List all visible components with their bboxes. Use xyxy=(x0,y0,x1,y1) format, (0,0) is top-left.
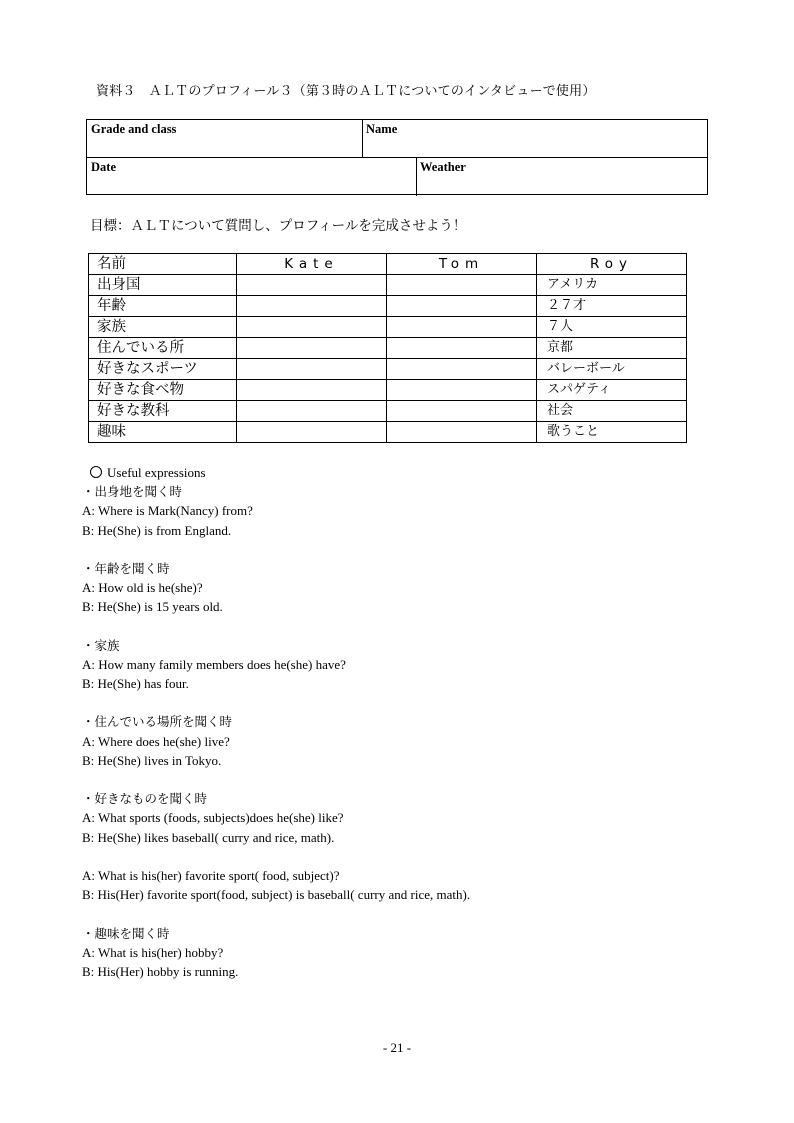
section-label: ・住んでいる場所を聞く時 xyxy=(82,714,233,730)
dialogue-line: A: Where is Mark(Nancy) from? xyxy=(82,503,253,519)
tom-cell[interactable] xyxy=(387,296,537,317)
row-label: 年齢 xyxy=(89,296,237,317)
row-label: 好きな教科 xyxy=(89,401,237,422)
name-label: Name xyxy=(366,122,398,136)
dialogue-line: B: He(She) lives in Tokyo. xyxy=(82,752,222,768)
tom-cell[interactable] xyxy=(387,338,537,359)
kate-cell[interactable] xyxy=(237,296,387,317)
tom-cell[interactable] xyxy=(387,359,537,380)
roy-cell: ７人 xyxy=(537,317,687,338)
roy-cell: 社会 xyxy=(537,401,687,422)
kate-cell[interactable] xyxy=(237,401,387,422)
tom-cell[interactable] xyxy=(387,422,537,443)
profile-row xyxy=(89,317,687,338)
profile-header-row xyxy=(89,254,687,275)
dialogue-line: A: Where does he(she) live? xyxy=(82,733,230,749)
kate-cell[interactable] xyxy=(237,422,387,443)
goal-text: 目標：ＡＬＴについて質問し、プロフィールを完成させよう！ xyxy=(90,218,467,234)
dialogue-line: A: What is his(her) favorite sport( food, subject)? xyxy=(82,867,340,883)
date-label: Date xyxy=(91,160,116,174)
profile-row xyxy=(89,380,687,401)
roy-cell: バレーボール xyxy=(537,359,687,380)
dialogue-line: B: He(She) is 15 years old. xyxy=(82,599,223,615)
dialogue-line: A: How old is he(she)? xyxy=(82,580,203,596)
page-number: - 21 - xyxy=(382,1040,412,1055)
kate-cell[interactable] xyxy=(237,380,387,401)
dialogue-line: B: His(Her) hobby is running. xyxy=(82,963,239,979)
section-label: ・出身地を聞く時 xyxy=(82,484,183,500)
tom-cell[interactable] xyxy=(387,401,537,422)
header-name-label: 名前 xyxy=(89,254,237,275)
section-label: ・好きなものを聞く時 xyxy=(82,791,208,807)
profile-row xyxy=(89,296,687,317)
section-label: ・趣味を聞く時 xyxy=(82,925,170,941)
header-kate: Kate xyxy=(237,254,387,275)
info-row-grade-name xyxy=(87,120,707,158)
profile-row xyxy=(89,338,687,359)
tom-cell[interactable] xyxy=(387,380,537,401)
student-info-table xyxy=(86,119,708,195)
dialogue-line: B: He(She) is from England. xyxy=(82,522,232,538)
useful-expressions-heading: Useful expressions xyxy=(82,463,722,482)
weather-label: Weather xyxy=(420,160,466,174)
section-label: ・年齢を聞く時 xyxy=(82,560,170,576)
kate-cell[interactable] xyxy=(237,275,387,296)
dialogue-line: B: He(She) likes baseball( curry and rice, math). xyxy=(82,829,335,845)
useful-expressions xyxy=(82,463,722,981)
header-roy: Roy xyxy=(537,254,687,275)
profile-row xyxy=(89,275,687,296)
row-label: 好きなスポーツ xyxy=(89,359,237,380)
header-tom: Tom xyxy=(387,254,537,275)
kate-cell[interactable] xyxy=(237,317,387,338)
grade-and-class-label: Grade and class xyxy=(91,122,177,136)
info-row-date-weather xyxy=(87,158,707,196)
row-label: 好きな食べ物 xyxy=(89,380,237,401)
profile-row xyxy=(89,359,687,380)
tom-cell[interactable] xyxy=(387,317,537,338)
roy-cell: 歌うこと xyxy=(537,422,687,443)
profile-row xyxy=(89,422,687,443)
row-label: 趣味 xyxy=(89,422,237,443)
row-label: 家族 xyxy=(89,317,237,338)
circle-bullet-icon xyxy=(90,466,102,478)
kate-cell[interactable] xyxy=(237,359,387,380)
roy-cell: 京都 xyxy=(537,338,687,359)
profile-row xyxy=(89,401,687,422)
alt-profile-table xyxy=(88,253,687,443)
dialogue-line: A: What is his(her) hobby? xyxy=(82,944,224,960)
kate-cell[interactable] xyxy=(237,338,387,359)
row-label: 出身国 xyxy=(89,275,237,296)
dialogue-line: B: He(She) has four. xyxy=(82,676,189,692)
row-label: 住んでいる所 xyxy=(89,338,237,359)
dialogue-line: A: What sports (foods, subjects)does he(she) like? xyxy=(82,810,344,826)
roy-cell: アメリカ xyxy=(537,275,687,296)
roy-cell: ２７才 xyxy=(537,296,687,317)
dialogue-line: B: His(Her) favorite sport(food, subject) is baseball( curry and rice, math). xyxy=(82,887,471,903)
roy-cell: スパゲティ xyxy=(537,380,687,401)
dialogue-line: A: How many family members does he(she) have? xyxy=(82,656,346,672)
tom-cell[interactable] xyxy=(387,275,537,296)
section-label: ・家族 xyxy=(82,637,120,653)
document-title: 資料３ ＡＬＴのプロフィール３（第３時のＡＬＴについてのインタビューで使用） xyxy=(96,84,596,99)
